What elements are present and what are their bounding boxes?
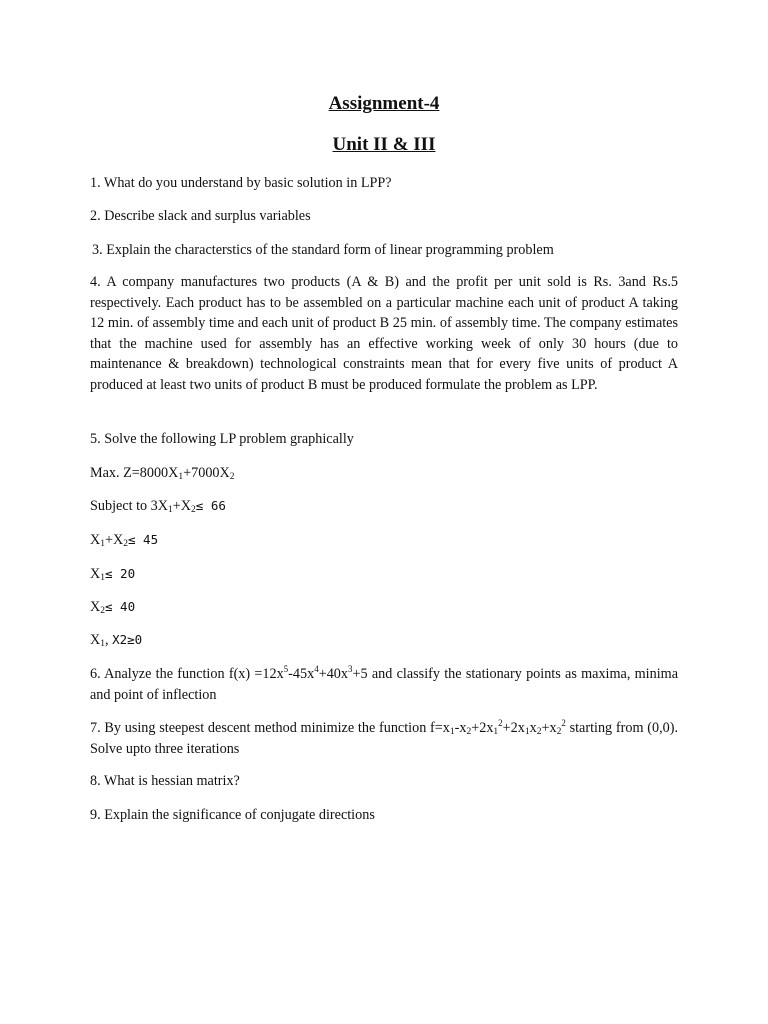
question-7 — [90, 718, 678, 759]
q7-text: +2x — [471, 720, 494, 736]
q6-text: -45x — [288, 666, 315, 682]
constraint-prefix: Subject to 3X — [90, 498, 169, 514]
subscript: 1 — [524, 727, 530, 737]
q7-text: -x — [454, 720, 467, 736]
q7-text: 7. By using steepest descent method minimize the function f=x — [90, 720, 450, 736]
superscript: 3 — [347, 664, 353, 674]
constraint-rhs: X2≥0 — [112, 632, 143, 647]
constraint-rhs: ≤ 40 — [105, 599, 136, 614]
lp-constraint-4 — [90, 599, 135, 616]
subscript: 1 — [168, 505, 173, 515]
constraint-variable: X — [90, 566, 101, 582]
subscript: 2 — [556, 727, 562, 737]
superscript: 5 — [283, 664, 289, 674]
subscript: 2 — [123, 539, 128, 549]
lp-nonnegativity — [90, 632, 142, 649]
subscript: 1 — [100, 573, 105, 583]
constraint-variable: X — [90, 632, 101, 648]
subscript: 2 — [466, 727, 472, 737]
constraint-separator: , — [105, 632, 113, 648]
q6-text: +40x — [318, 666, 348, 682]
constraint-middle: +X — [105, 532, 124, 548]
question-1: 1. What do you understand by basic solution in LPP? — [90, 175, 392, 191]
subscript: 2 — [100, 606, 105, 616]
question-9: 9. Explain the significance of conjugate directions — [90, 807, 375, 823]
subscript: 1 — [493, 727, 499, 737]
subscript: 1 — [449, 727, 455, 737]
question-4: 4. A company manufactures two products (A & B) and the profit per unit sold is Rs. 3and Rs.5 respectively. Each product has to be assembled on a particular machine each unit of product A taking 12 min. of assembly time and each unit of product B 25 min. of assembly time. The company estimates that the machine used for assembly has an effective working week of only 30 hours (due to maintenance & breakdown) technological constraints mean that for every five units of product A produced at least two units of product B must be produced formulate the problem as LPP. — [90, 274, 678, 393]
question-3: 3. Explain the characterstics of the standard form of linear programming problem — [92, 242, 554, 258]
subscript: 1 — [100, 539, 105, 549]
q6-text: 6. Analyze the function f(x) =12x — [90, 666, 284, 682]
q6-text: +5 and classify the stationary points as maxima, minima and point of inflection — [90, 666, 678, 703]
subscript: 2 — [229, 472, 235, 482]
q7-text: +2x — [502, 720, 525, 736]
subscript: 2 — [191, 505, 196, 515]
constraint-rhs: ≤ 20 — [105, 566, 136, 581]
q7-text: x — [529, 720, 537, 736]
question-5: 5. Solve the following LP problem graphically — [90, 431, 354, 447]
subscript: 2 — [536, 727, 542, 737]
q7-text: starting from (0,0). Solve upto three iterations — [90, 720, 678, 757]
superscript: 4 — [314, 664, 319, 674]
question-2: 2. Describe slack and surplus variables — [90, 208, 311, 224]
subscript: 1 — [100, 639, 105, 649]
q7-text: +x — [541, 720, 557, 736]
lp-constraint-1 — [90, 498, 226, 515]
objective-middle: +7000X — [183, 465, 230, 481]
unit-subtitle: Unit II & III — [332, 134, 436, 155]
objective-prefix: Max. Z=8000X — [90, 465, 179, 481]
constraint-variable: X — [90, 599, 101, 615]
constraint-rhs: ≤ 45 — [128, 532, 159, 547]
lp-objective — [90, 465, 235, 482]
lp-constraint-2 — [90, 532, 158, 549]
question-6 — [90, 664, 678, 705]
question-8: 8. What is hessian matrix? — [90, 773, 240, 789]
lp-constraint-3 — [90, 566, 135, 583]
constraint-middle: +X — [172, 498, 192, 514]
subscript: 1 — [178, 472, 184, 482]
superscript: 2 — [498, 718, 503, 728]
constraint-variable: X — [90, 532, 101, 548]
superscript: 2 — [561, 718, 566, 728]
constraint-rhs: ≤ 66 — [195, 498, 226, 513]
assignment-title: Assignment-4 — [328, 93, 440, 114]
